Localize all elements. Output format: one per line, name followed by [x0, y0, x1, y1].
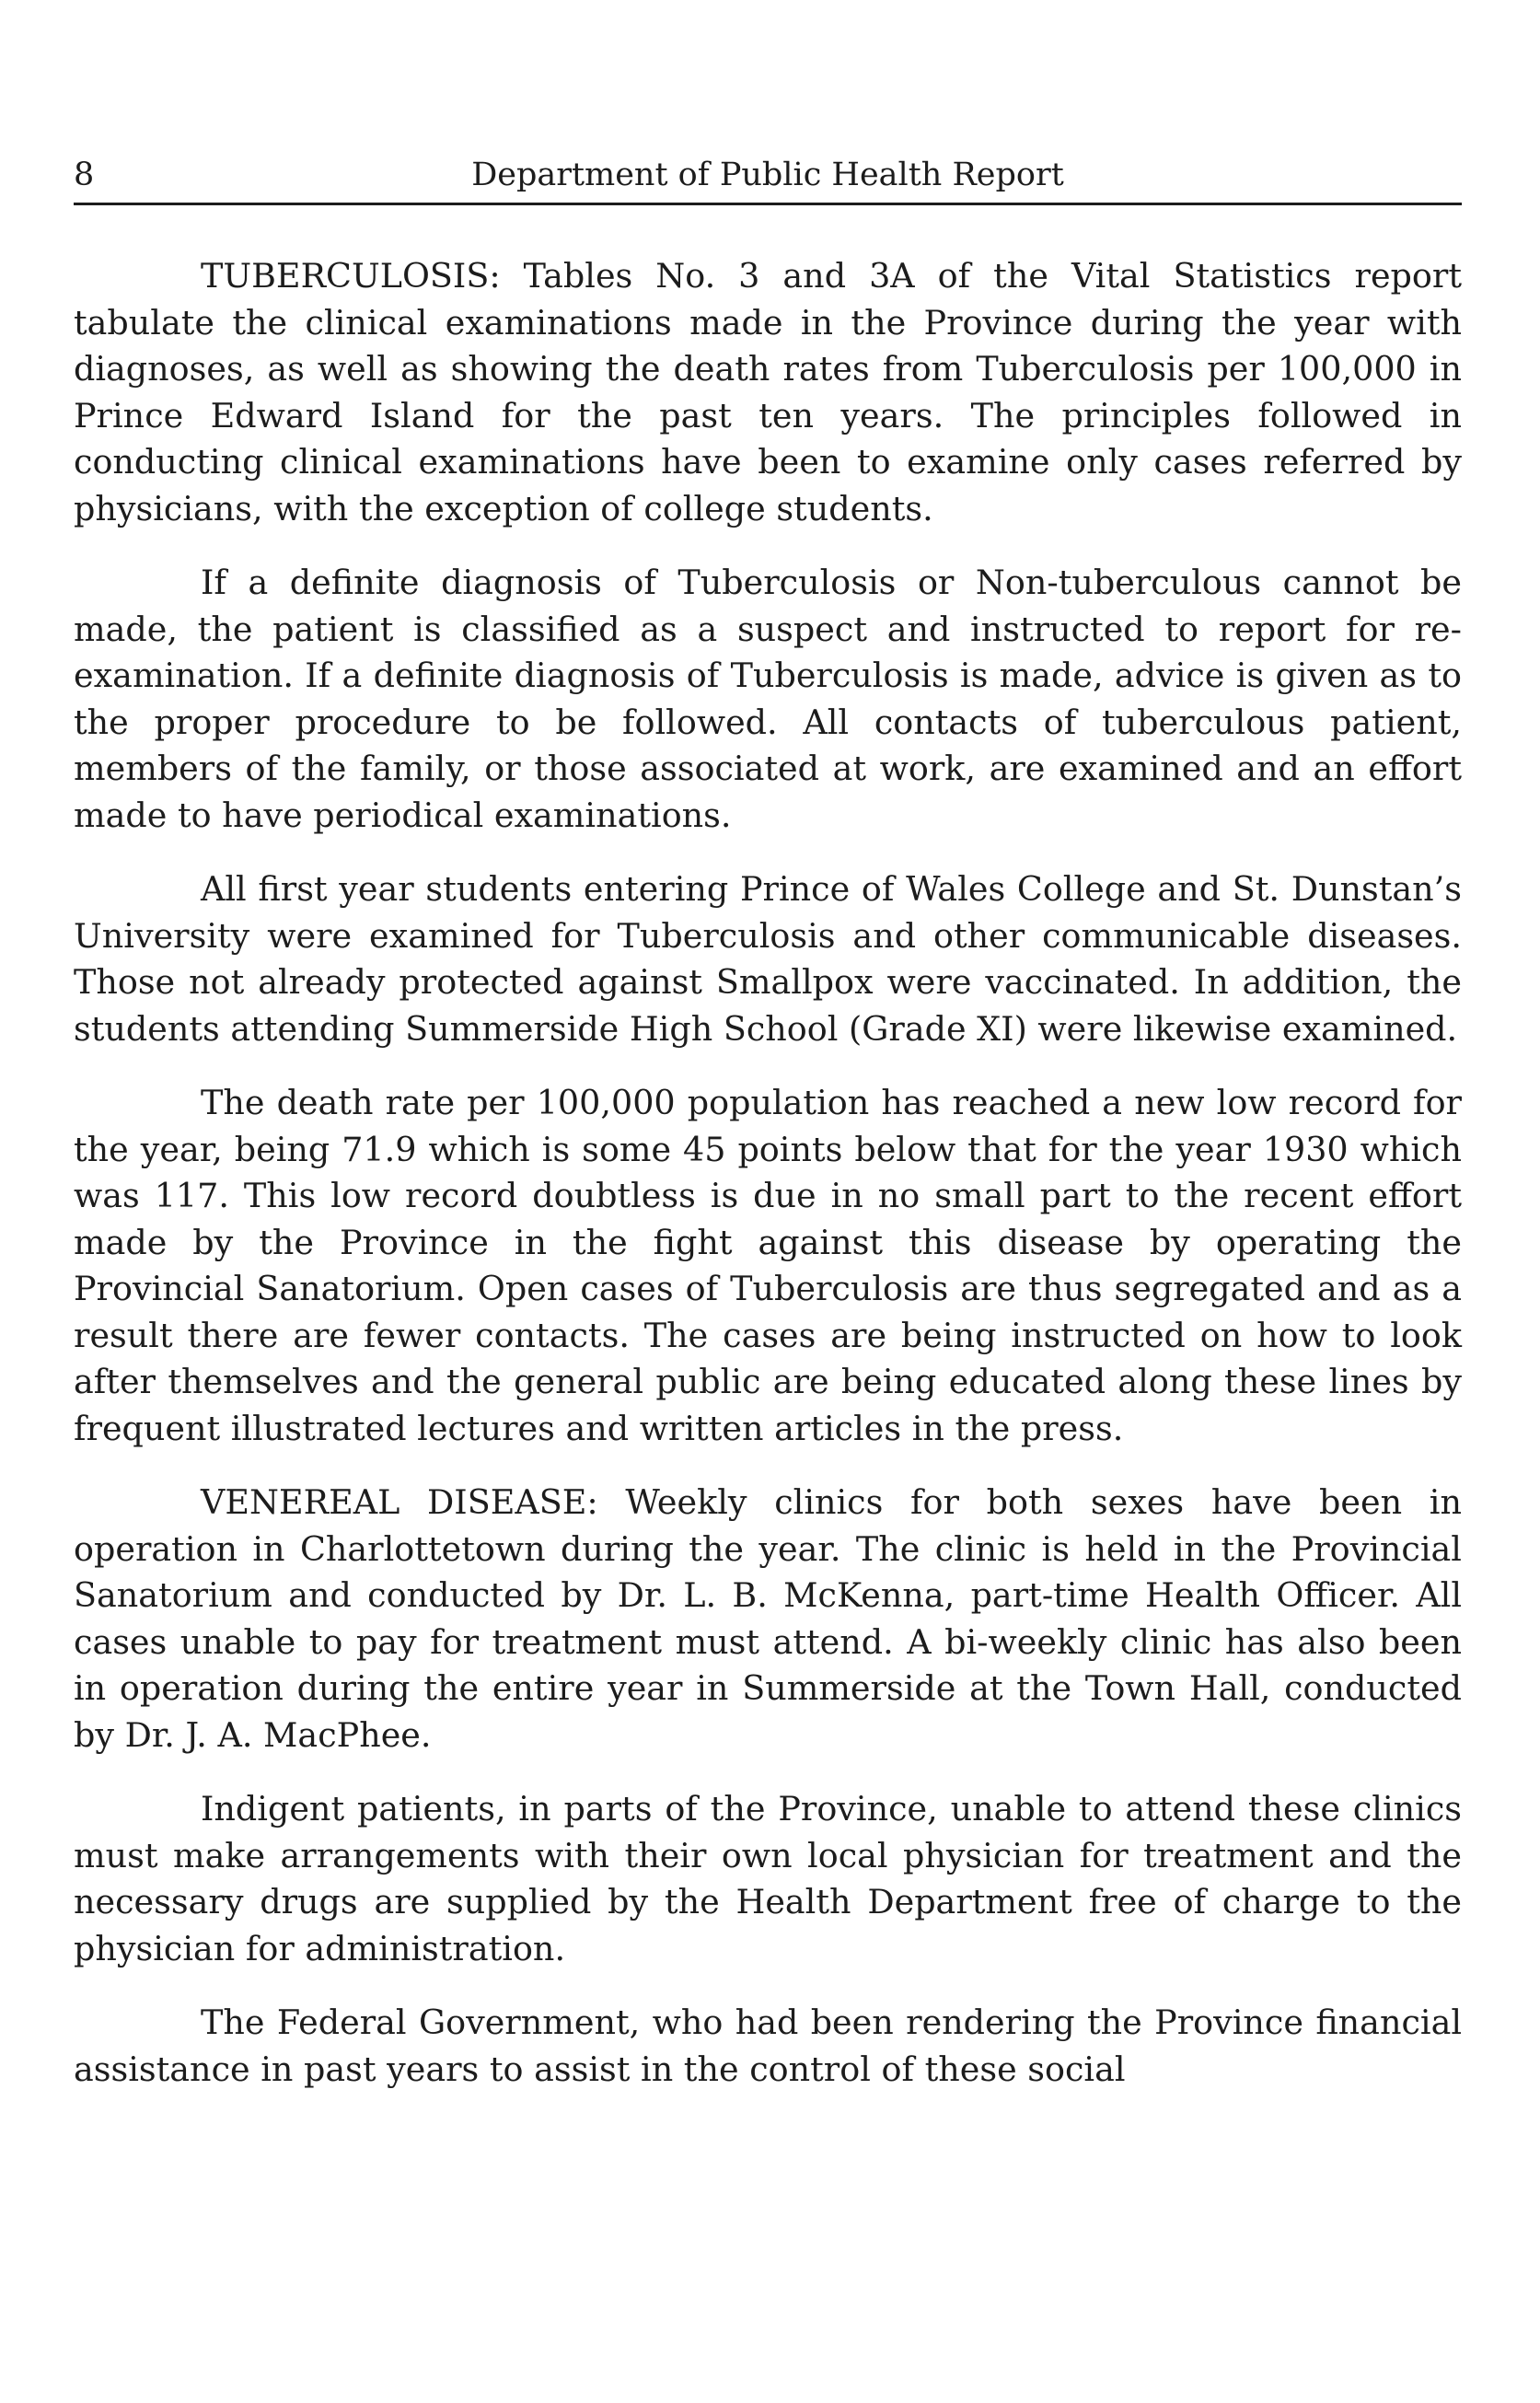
paragraph-federal-government: The Federal Government, who had been rendering the Province financial assistance in past years to assist in the control of these social — [74, 2002, 1462, 2089]
paragraph-indigent-patients: Indigent patients, in parts of the Province, unable to attend these clinics must make arrangements with their own local physician for treatment and the necessary drugs are supplied by the Health Department free of charge to the physician for administration. — [74, 1789, 1462, 1968]
paragraph-death-rate: The death rate per 100,000 population has reached a new low record for the year, being 71.9 which is some 45 points below that for the year 1930 which was 117. This low record doubtless is due in no small part to the recent effort made by the Province in the fight against this disease by operating the Provincial Sanatorium. Open cases of Tuberculosis are thus segregated and as a result there are fewer contacts. The cases are being instructed on how to look after themselves and the general public are being educated along these lines by frequent illustrated lectures and written articles in the press. — [74, 1083, 1462, 1448]
running-title: Department of Public Health Report — [471, 157, 1064, 193]
page-number: 8 — [74, 157, 95, 193]
paragraph-tuberculosis-tables: TUBERCULOSIS: Tables No. 3 and 3A of the Vital Statistics report tabulate the clinical examinations made in the Province during the year with diagnoses, as well as showing the death rates from Tuberculosis per 100,000 in Prince Edward Island for the past ten years. The principles followed in conducting clinical examinations have been to examine only cases referred by physicians, with the exception of college students. — [74, 256, 1462, 528]
report-page — [74, 147, 1462, 2120]
paragraph-venereal-disease: VENEREAL DISEASE: Weekly clinics for both sexes have been in operation in Charlottetown during the year. The clinic is held in the Provincial Sanatorium and conducted by Dr. L. B. McKenna, part-time Health Officer. All cases unable to pay for treatment must attend. A bi-weekly clinic has also been in operation during the entire year in Summerside at the Town Hall, conducted by Dr. J. A. MacPhee. — [74, 1482, 1462, 1755]
page-header — [74, 147, 1462, 205]
paragraph-diagnosis: If a definite diagnosis of Tuberculosis or Non-tuberculous cannot be made, the patient is classified as a suspect and instructed to report for re-examination. If a definite diagnosis of Tuberculosis is made, advice is given as to the proper procedure to be followed. All contacts of tuberculous patient, members of the family, or those associated at work, are examined and an effort made to have periodical examinations. — [74, 563, 1462, 835]
paragraph-student-examinations: All first year students entering Prince of Wales College and St. Dunstan’s University were examined for Tuberculosis and other communicable diseases. Those not already protected against Smallpox were vaccinated. In addition, the students attending Summerside High School (Grade XI) were likewise examined. — [74, 869, 1462, 1049]
report-body — [74, 253, 1462, 2093]
